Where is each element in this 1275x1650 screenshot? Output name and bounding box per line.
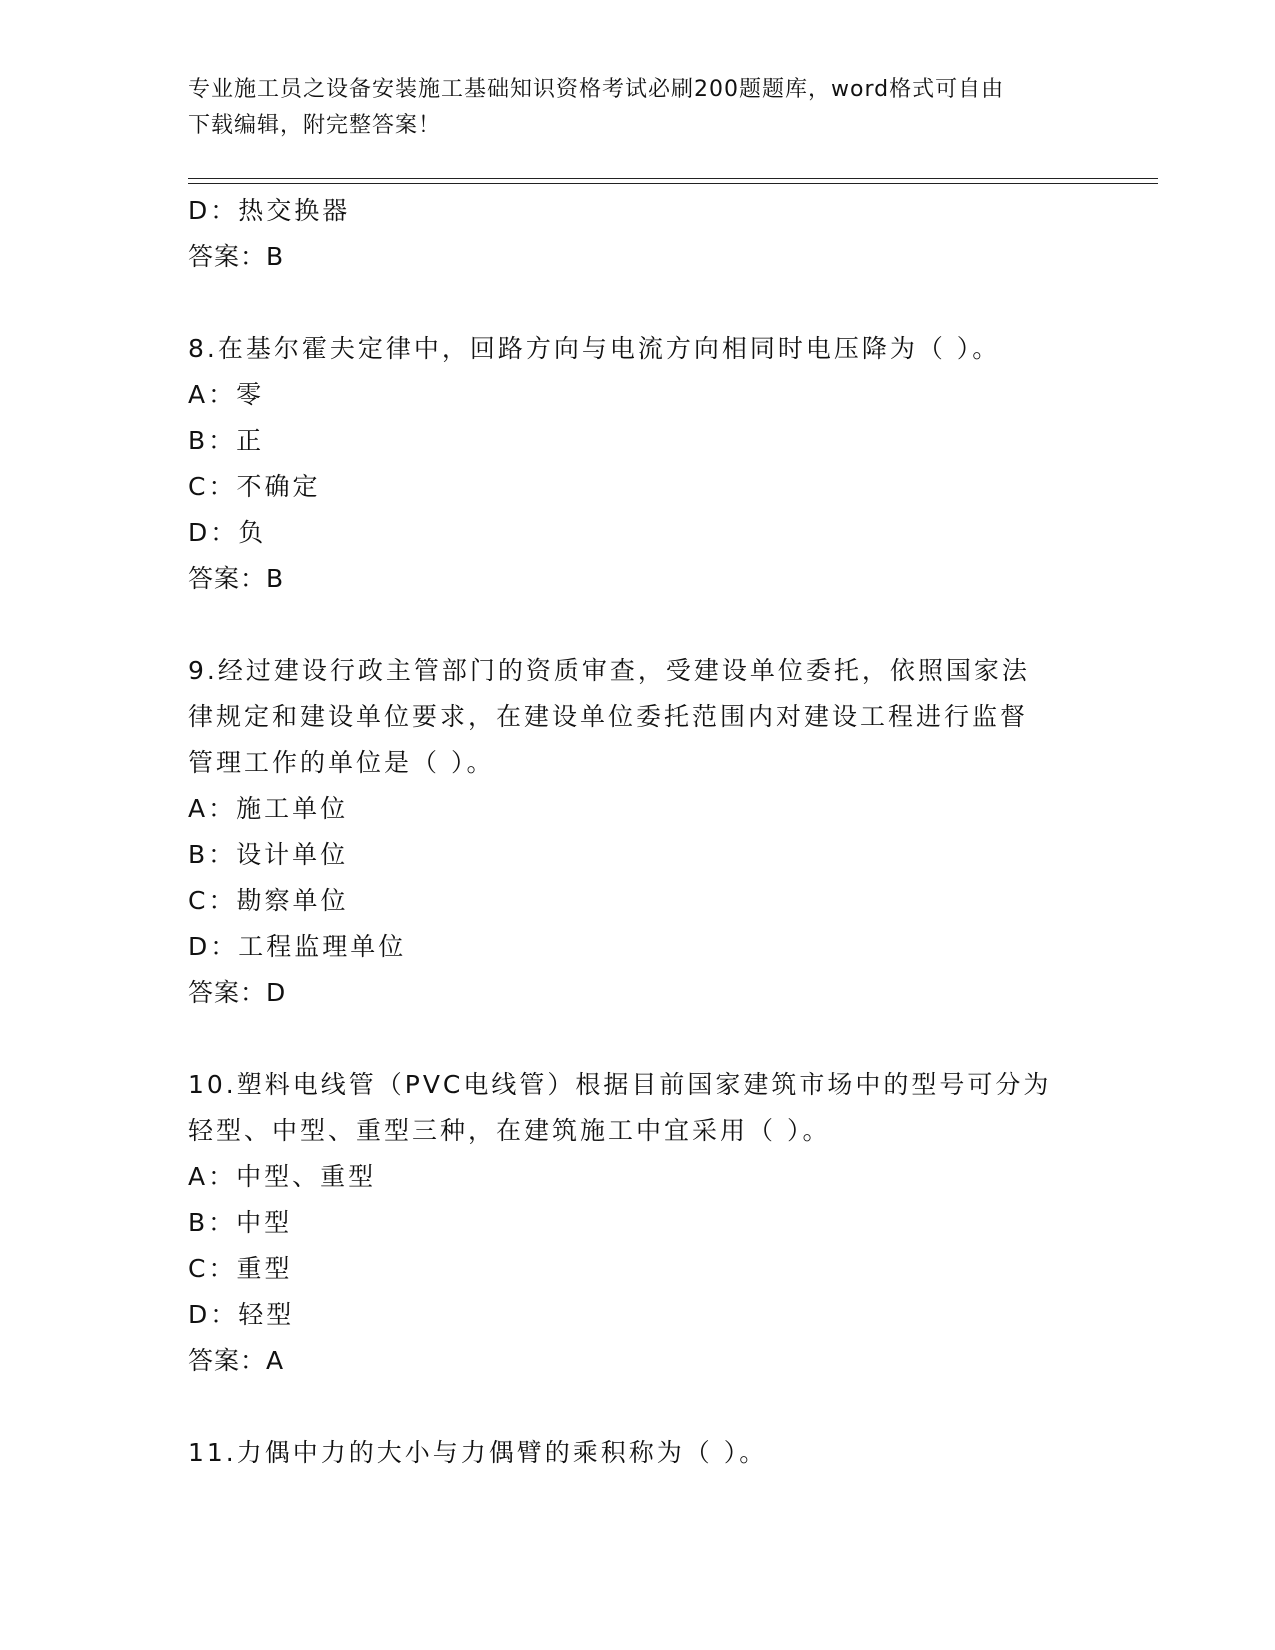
option-a: A：中型、重型 [188, 1162, 377, 1191]
spacer [188, 1016, 1088, 1062]
question-8 [188, 326, 1088, 602]
answer-line: 答案：A [188, 1346, 285, 1375]
option-c: C：重型 [188, 1254, 293, 1283]
question-stem-line-3: 管理工作的单位是（ ）。 [188, 748, 495, 777]
document-header [188, 72, 1068, 144]
option-d: D：负 [188, 518, 267, 547]
answer-line: 答案：D [188, 978, 287, 1007]
answer-line: 答案：B [188, 564, 285, 593]
option-d: D：工程监理单位 [188, 932, 407, 961]
option-a: A：零 [188, 380, 265, 409]
question-11 [188, 1430, 1088, 1476]
question-stem-line-1: 10.塑料电线管（PVC电线管）根据目前国家建筑市场中的型号可分为 [188, 1070, 1052, 1099]
option-b: B：中型 [188, 1208, 293, 1237]
option-d: D：热交换器 [188, 196, 351, 225]
header-line-1: 专业施工员之设备安装施工基础知识资格考试必刷200题题库，word格式可自由 [188, 77, 1005, 102]
header-divider-bottom [188, 183, 1158, 184]
question-9 [188, 648, 1088, 1016]
question-stem: 8.在基尔霍夫定律中，回路方向与电流方向相同时电压降为（ ）。 [188, 334, 1001, 363]
spacer [188, 280, 1088, 326]
question-stem-line-2: 轻型、中型、重型三种，在建筑施工中宜采用（ ）。 [188, 1116, 831, 1145]
option-c: C：勘察单位 [188, 886, 349, 915]
option-a: A：施工单位 [188, 794, 349, 823]
question-10 [188, 1062, 1088, 1384]
option-c: C：不确定 [188, 472, 321, 501]
header-line-2: 下载编辑，附完整答案！ [188, 113, 442, 138]
option-b: B：设计单位 [188, 840, 349, 869]
question-stem-line-2: 律规定和建设单位要求，在建设单位委托范围内对建设工程进行监督 [188, 702, 1029, 731]
option-b: B：正 [188, 426, 265, 455]
header-divider-top [188, 178, 1158, 179]
option-d: D：轻型 [188, 1300, 295, 1329]
prev-question [188, 188, 1088, 280]
answer-line: 答案：B [188, 242, 285, 271]
question-stem-line-1: 9.经过建设行政主管部门的资质审查，受建设单位委托，依照国家法 [188, 656, 1030, 685]
question-stem: 11.力偶中力的大小与力偶臂的乘积称为（ ）。 [188, 1438, 768, 1467]
spacer [188, 602, 1088, 648]
spacer [188, 1384, 1088, 1430]
question-list [188, 188, 1088, 1476]
